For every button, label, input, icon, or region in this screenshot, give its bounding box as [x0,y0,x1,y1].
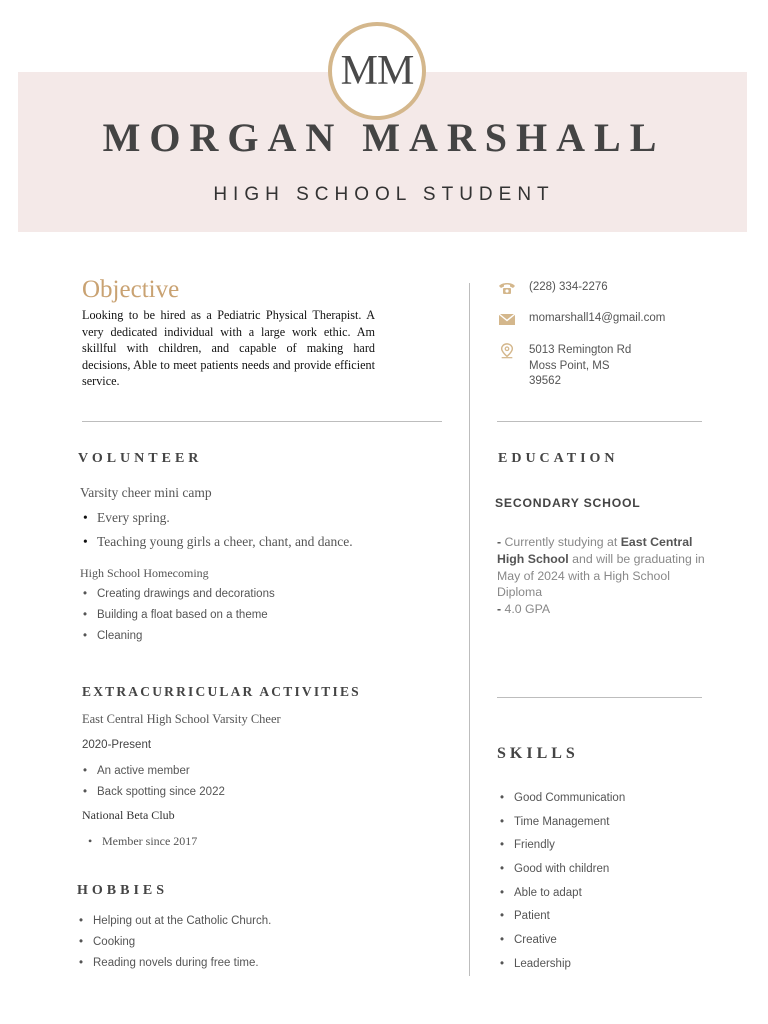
hobbies-list [77,911,271,974]
skill-item: • Friendly [498,834,625,858]
monogram-text: MM [340,48,414,94]
education-subheading: SECONDARY SCHOOL [495,496,641,510]
address-line-1: 5013 Remington Rd [529,344,632,356]
activity-1-list [81,761,225,803]
extracurricular-heading: EXTRACURRICULAR ACTIVITIES [82,684,361,699]
education-text-after: and will be graduating in May of 2024 with a High School Diploma [497,551,705,600]
activity-1-title: East Central High School Varsity Cheer [82,712,281,726]
location-pin-icon [497,343,517,359]
education-details [497,534,707,618]
list-item: • Back spotting since 2022 [81,782,225,803]
list-item: • Helping out at the Catholic Church. [77,911,271,932]
email-address: momarshall14@gmail.com [529,312,666,324]
education-text-before: Currently studying at [501,535,621,549]
candidate-title: HIGH SCHOOL STUDENT [213,184,555,205]
education-dash-1: - [497,535,502,549]
email-icon [497,311,517,327]
activity-2-list [86,831,197,852]
list-item: • Creating drawings and decorations [81,584,275,605]
contact-address [497,343,631,390]
list-item: • Reading novels during free time. [77,953,271,974]
volunteer-group-2-list [81,584,275,647]
activity-2-title: National Beta Club [82,808,175,822]
list-item: • An active member [81,761,225,782]
skill-item: • Good Communication [498,787,625,811]
column-divider [469,283,470,976]
skills-heading: SKILLS [497,745,579,762]
list-item: • Cleaning [81,626,275,647]
education-divider [497,697,702,698]
list-item: • Teaching young girls a cheer, chant, and dance. [81,530,353,554]
education-heading: EDUCATION [498,451,619,466]
skill-item: • Able to adapt [498,882,625,906]
contact-email [497,311,665,327]
activity-1-dates: 2020-Present [82,739,152,751]
skill-item: • Time Management [498,811,625,835]
education-gpa: 4.0 GPA [501,602,551,617]
skill-item: • Patient [498,905,625,929]
skill-item: • Leadership [498,953,625,977]
education-dash-2: - [497,602,502,617]
monogram-badge [328,22,426,120]
address-line-2: Moss Point, MS [529,359,610,372]
volunteer-group-1-list [81,506,353,554]
contact-divider [497,421,702,422]
candidate-name: MORGAN MARSHALL [102,115,666,160]
address-block [529,343,631,390]
contact-phone [497,280,608,296]
volunteer-group-1-title: Varsity cheer mini camp [80,485,212,500]
phone-icon [497,280,517,296]
hobbies-heading: HOBBIES [77,883,169,898]
phone-number: (228) 334-2276 [529,281,608,293]
list-item: • Building a float based on a theme [81,605,275,626]
list-item: • Every spring. [81,506,353,530]
volunteer-group-2-title: High School Homecoming [80,566,209,580]
volunteer-heading: VOLUNTEER [78,451,203,466]
objective-divider [82,421,442,422]
list-item: • Member since 2017 [86,831,197,852]
objective-heading: Objective [82,276,180,303]
skill-item: • Creative [498,929,625,953]
address-line-3: 39562 [529,375,561,387]
objective-text: Looking to be hired as a Pediatric Physical Therapist. A very dedicated individual with a large work ethic. Am skillful with children, and capable of making hard decisions, Able to meet patients needs and provide efficient service. [82,308,375,388]
list-item: • Cooking [77,932,271,953]
education-school: East Central High School [497,535,693,566]
skills-list [498,787,625,977]
skill-item: • Good with children [498,858,625,882]
